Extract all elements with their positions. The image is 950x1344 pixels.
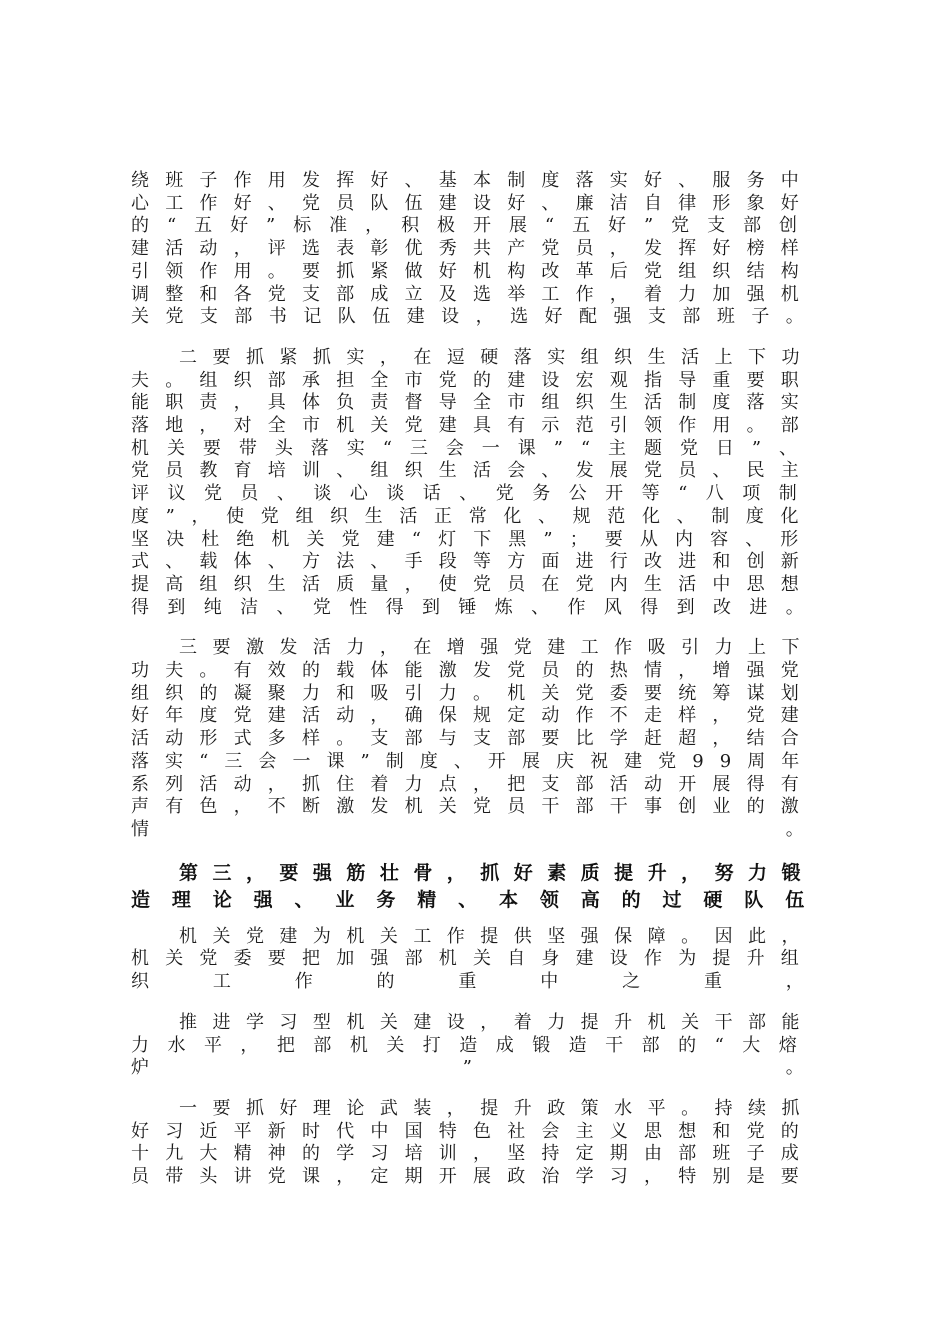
text-line: 式、载体、方法、手段等方面进行改进和创新 [131, 551, 815, 573]
section-heading [131, 860, 815, 914]
paragraph-gap [131, 842, 815, 860]
text-line: 十九大精神的学习培训，坚持定期由部班子成 [131, 1143, 815, 1165]
text-line: 评议党员、谈心谈话、党务公开等“八项制 [131, 483, 815, 505]
paragraph-4 [131, 926, 815, 994]
text-line: 心工作好、党员队伍建设好、廉洁自律形象好 [131, 192, 815, 214]
text-line: 夫。组织部承担全市党的建设宏观指导重要职 [131, 369, 815, 391]
text-line: 的“五好”标准，积极开展“五好”党支部创 [131, 215, 815, 237]
text-line: 织工作的重中之重， [131, 971, 815, 993]
text-line: 活动形式多样。支部与支部要比学赶超，结合 [131, 728, 815, 750]
paragraph-gap [131, 994, 815, 1012]
text-line: 绕班子作用发挥好、基本制度落实好、服务中 [131, 170, 815, 191]
paragraph-gap [131, 1080, 815, 1098]
text-line: 员带头讲党课，定期开展政治学习，特别是要 [131, 1166, 815, 1188]
heading-line: 造理论强、业务精、本领高的过硬队伍 [131, 888, 815, 911]
paragraph-gap [131, 619, 815, 637]
paragraph-6 [131, 1098, 815, 1189]
text-line: 声有色，不断激发机关党员干部干事创业的激 [131, 796, 815, 818]
text-line: 度”，使党组织生活正常化、规范化、制度化 [131, 505, 815, 527]
text-line: 坚决杜绝机关党建“灯下黑”；要从内容、形 [131, 528, 815, 550]
text-line: 好习近平新时代中国特色社会主义思想和党的 [131, 1120, 815, 1142]
text-line: 机关要带头落实“三会一课”“主题党日”、 [131, 437, 815, 459]
text-line: 机关党委要把加强部机关自身建设作为提升组 [131, 948, 815, 970]
text-line: 二要抓紧抓实，在逗硬落实组织生活上下功 [179, 346, 815, 368]
text-line: 组织的凝聚力和吸引力。机关党委要统筹谋划 [131, 682, 815, 704]
paragraph-3 [131, 637, 815, 841]
text-line: 力水平，把部机关打造成锻造干部的“大熔 [131, 1034, 815, 1056]
document-body [131, 170, 815, 1189]
text-line: 能职责，具体负责督导全市组织生活制度落实 [131, 392, 815, 414]
text-line: 一要抓好理论武装，提升政策水平。持续抓 [179, 1097, 815, 1119]
text-line: 引领作用。要抓紧做好机构改革后党组织结构 [131, 260, 815, 282]
paragraph-5 [131, 1012, 815, 1080]
text-line: 好年度党建活动，确保规定动作不走样，党建 [131, 705, 815, 727]
text-line: 情。 [131, 818, 815, 840]
paragraph-gap [131, 914, 815, 926]
heading-line: 第三，要强筋壮骨，抓好素质提升，努力锻 [179, 861, 815, 884]
text-line: 推进学习型机关建设，着力提升机关干部能 [179, 1011, 815, 1033]
text-line: 机关党建为机关工作提供坚强保障。因此， [179, 925, 815, 947]
paragraph-2 [131, 347, 815, 619]
text-line: 落实“三会一课”制度、开展庆祝建党99周年 [131, 750, 815, 772]
text-line: 建活动，评选表彰优秀共产党员，发挥好榜样 [131, 238, 815, 260]
text-line: 三要激发活力，在增强党建工作吸引力上下 [179, 637, 815, 659]
text-line: 调整和各党支部成立及选举工作，着力加强机 [131, 283, 815, 305]
text-line: 关党支部书记队伍建设，选好配强支部班子。 [131, 306, 815, 328]
text-line: 得到纯洁、党性得到锤炼、作风得到改进。 [131, 596, 815, 618]
text-line: 系列活动，抓住着力点，把支部活动开展得有 [131, 773, 815, 795]
text-line: 炉”。 [131, 1057, 815, 1079]
paragraph-1 [131, 170, 815, 329]
text-line: 党员教育培训、组织生活会、发展党员、民主 [131, 460, 815, 482]
paragraph-gap [131, 329, 815, 347]
text-line: 功夫。有效的载体能激发党员的热情，增强党 [131, 660, 815, 682]
text-line: 提高组织生活质量，使党员在党内生活中思想 [131, 573, 815, 595]
text-line: 落地，对全市机关党建具有示范引领作用。部 [131, 415, 815, 437]
